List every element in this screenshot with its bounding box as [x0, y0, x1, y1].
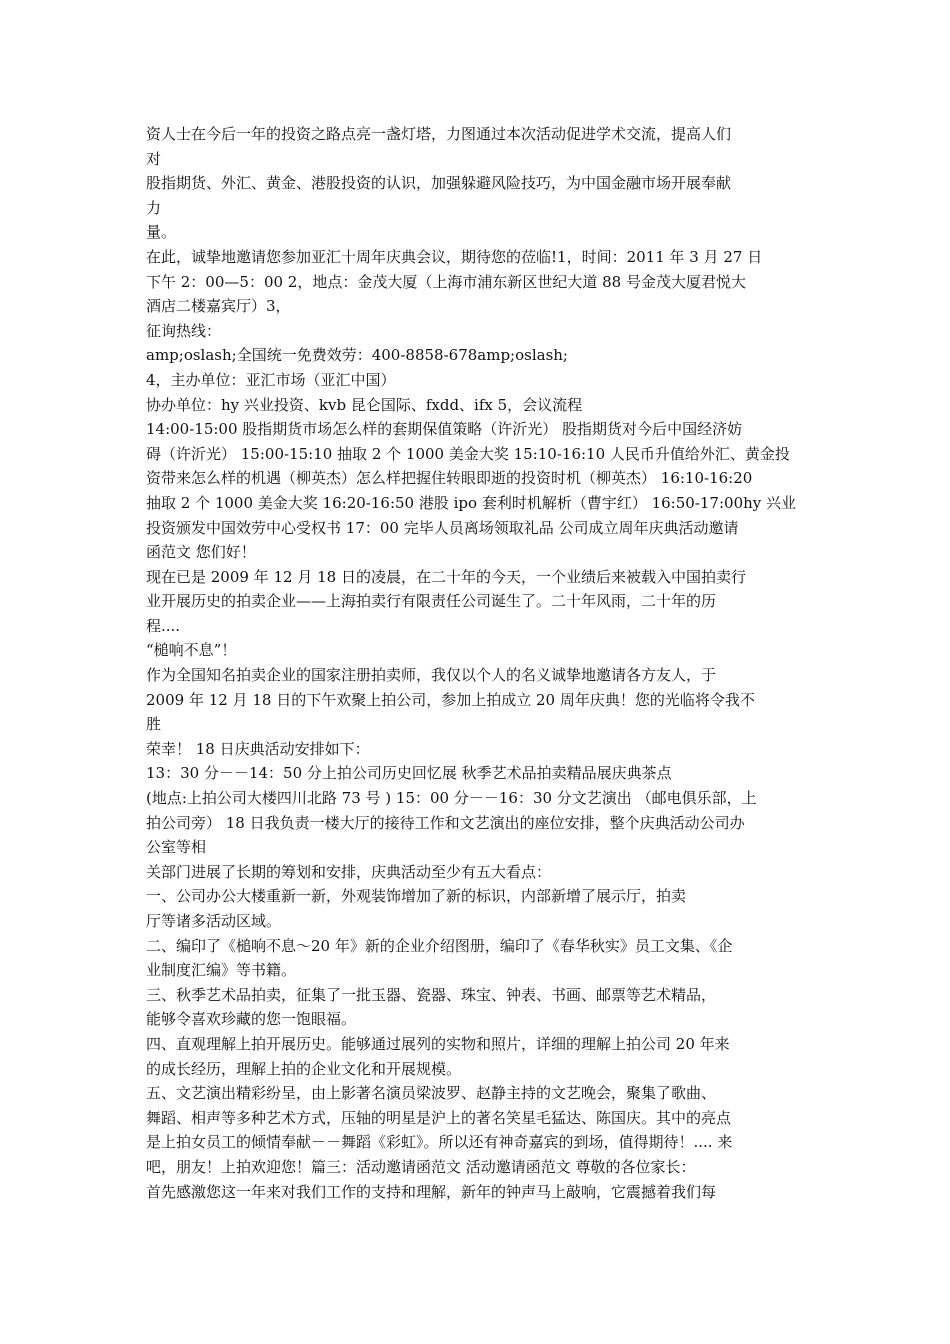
text-line: 胜 [146, 715, 162, 734]
text-line: 舞蹈、相声等多种艺术方式，压轴的明星是沪上的著名笑星毛猛达、陈国庆。其中的亮点 [146, 1108, 732, 1127]
text-line: 厅等诸多活动区域。 [146, 912, 282, 930]
text-line: 征询热线： [146, 321, 222, 340]
text-line: 函范文 您们好！ [146, 543, 256, 562]
text-line: 4，主办单位：亚汇市场（亚汇中国） [146, 370, 396, 389]
text-line: 首先感激您这一年来对我们工作的支持和理解，新年的钟声马上敲响，它震撼着我们每 [146, 1182, 717, 1201]
text-line: 量。 [146, 223, 177, 242]
text-line: 吧，朋友！上拍欢迎您！篇三：活动邀请函范文 活动邀请函范文 尊敬的各位家长： [146, 1157, 696, 1176]
text-line: amp;oslash;全国统一免费效劳：400-8858-678amp;oslash; [146, 346, 568, 365]
text-line: 四、直观理解上拍开展历史。能够通过展列的实物和照片，详细的理解上拍公司 20 年来 [146, 1034, 730, 1053]
text-line: 的成长经历，理解上拍的企业文化和开展规模。 [146, 1059, 462, 1078]
text-line: 力 [146, 198, 162, 217]
text-line: 作为全国知名拍卖企业的国家注册拍卖师，我仅以个人的名义诚挚地邀请各方友人，于 [146, 666, 717, 685]
text-line: 业制度汇编》等书籍。 [146, 961, 297, 980]
text-line: 酒店二楼嘉宾厅）3， [146, 297, 291, 316]
text-line: 14:00-15:00 股指期货市场怎么样的套期保值策略（许沂光） 股指期货对今后中国经济妨 [146, 420, 743, 439]
text-line: “槌响不息”！ [146, 641, 237, 660]
text-line: 二、编印了《槌响不息～20 年》新的企业介绍图册，编印了《春华秋实》员工文集、《企 [146, 936, 733, 955]
text-line: 股指期货、外汇、黄金、港股投资的认识，加强躲避风险技巧，为中国金融市场开展奉献 [146, 174, 732, 193]
text-line: 能够令喜欢珍藏的您一饱眼福。 [146, 1010, 357, 1029]
text-line: (地点:上拍公司大楼四川北路 73 号 ) 15：00 分－－16：30 分文艺演出 （邮电俱乐部，上 [146, 789, 757, 808]
text-line: 下午 2：00—5：00 2，地点：金茂大厦（上海市浦东新区世纪大道 88 号金茂大厦君悦大 [146, 272, 746, 291]
text-line: 三、秋季艺术品拍卖，征集了一批玉器、瓷器、珠宝、钟表、书画、邮票等艺术精品， [146, 985, 717, 1004]
text-line: 关部门进展了长期的筹划和安排，庆典活动至少有五大看点： [146, 862, 552, 881]
text-line: 公室等相 [146, 838, 207, 857]
text-line: 2009 年 12 月 18 日的下午欢聚上拍公司，参加上拍成立 20 周年庆典！您的光临将令我不 [146, 690, 755, 709]
text-line: 对 [146, 149, 162, 168]
text-line: 抽取 2 个 1000 美金大奖 16:20-16:50 港股 ipo 套利时机解析（曹宇红） 16:50-17:00hy 兴业 [146, 493, 797, 512]
text-line: 现在已是 2009 年 12 月 18 日的凌晨，在二十年的今天，一个业绩后来被载入中国拍卖行 [146, 567, 746, 586]
text-line: 是上拍女员工的倾情奉献－－舞蹈《彩虹》。所以还有神奇嘉宾的到场，值得期待！.... 来 [146, 1133, 733, 1152]
text-line: 协办单位：hy 兴业投资、kvb 昆仑国际、fxdd、ifx 5，会议流程 [146, 395, 583, 414]
text-line: 荣幸！ 18 日庆典活动安排如下： [146, 739, 370, 758]
text-line: 一、公司办公大楼重新一新，外观装饰增加了新的标识，内部新增了展示厅，拍卖 [146, 887, 687, 906]
text-line: 在此，诚挚地邀请您参加亚汇十周年庆典会议，期待您的莅临!1，时间：2011 年 3 月 27 日 [146, 247, 763, 266]
text-line: 拍公司旁） 18 日我负责一楼大厅的接待工作和文艺演出的座位安排，整个庆典活动公司办 [146, 813, 745, 832]
text-line: 13：30 分－－14：50 分上拍公司历史回忆展 秋季艺术品拍卖精品展庆典茶点 [146, 764, 672, 783]
text-line: 资带来怎么样的机遇（柳英杰）怎么样把握住转眼即逝的投资时机（柳英杰） 16:10-16:20 [146, 469, 753, 488]
text-line: 投资颁发中国效劳中心受权书 17：00 完毕人员离场领取礼品 公司成立周年庆典活动邀请 [146, 518, 739, 537]
text-line: 业开展历史的拍卖企业——上海拍卖行有限责任公司诞生了。二十年风雨，二十年的历 [146, 592, 717, 611]
text-line: 碍（许沂光） 15:00-15:10 抽取 2 个 1000 美金大奖 15:10-16:10 人民币升值给外汇、黄金投 [146, 444, 790, 463]
document-body [146, 122, 810, 1204]
text-line: 资人士在今后一年的投资之路点亮一盏灯塔，力图通过本次活动促进学术交流，提高人们 [146, 125, 732, 143]
text-line: 程.... [146, 616, 181, 635]
text-line: 五、文艺演出精彩纷呈，由上影著名演员梁波罗、赵静主持的文艺晚会，聚集了歌曲、 [146, 1084, 717, 1103]
